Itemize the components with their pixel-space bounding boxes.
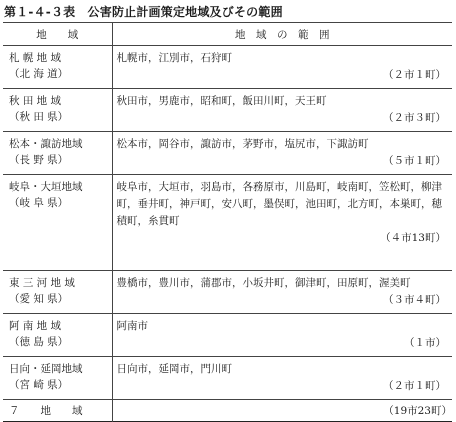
region-prefecture: （北 海 道）	[9, 68, 69, 80]
city-list: 松本市，岡谷市，諏訪市，茅野市，塩尻市，下諏訪町	[116, 138, 369, 150]
table-row	[3, 357, 452, 400]
city-list: 阿南市	[116, 320, 148, 332]
region-prefecture: （愛 知 県）	[9, 293, 69, 305]
pollution-plan-table	[3, 22, 452, 422]
region-name: 札 幌 地 域	[9, 52, 62, 64]
region-prefecture: （宮 崎 県）	[9, 379, 69, 391]
total-row	[3, 400, 452, 422]
table-row	[3, 314, 452, 357]
city-count: （２市１町）	[383, 69, 446, 81]
region-name: 日向・延岡地域	[9, 363, 83, 375]
city-count: （２市１町）	[383, 380, 446, 392]
region-cell	[3, 271, 112, 314]
scope-cell	[112, 271, 452, 314]
region-prefecture: （岐 阜 県）	[9, 197, 69, 209]
total-label-cell	[3, 400, 112, 422]
scope-cell	[112, 46, 452, 89]
header-scope: 地 域 の 範 囲	[112, 23, 452, 46]
region-name: 東 三 河 地 域	[9, 277, 75, 289]
table-row	[3, 271, 452, 314]
scope-cell	[112, 314, 452, 357]
scope-cell	[112, 175, 452, 271]
city-count: （３市４町）	[383, 294, 446, 306]
scope-cell	[112, 132, 452, 175]
city-list: 豊橋市，豊川市，蒲郡市，小坂井町，御津町，田原町，渥美町	[116, 277, 411, 289]
city-list: 岐阜市，大垣市，羽島市，各務原市，川島町，岐南町，笠松町，柳津町，垂井町，神戸町，安八町，墨俣町，池田町，北方町，本巣町，穂積町，糸貫町	[116, 181, 442, 227]
region-prefecture: （徳 島 県）	[9, 336, 69, 348]
header-region: 地 域	[3, 23, 112, 46]
city-list: 秋田市，男鹿市，昭和町，飯田川町，天王町	[116, 95, 327, 107]
city-list: 日向市，延岡市，門川町	[116, 363, 232, 375]
region-name: 松本・諏訪地域	[9, 138, 83, 150]
city-count: （５市１町）	[383, 155, 446, 167]
region-cell	[3, 357, 112, 400]
scope-cell	[112, 357, 452, 400]
table-row	[3, 175, 452, 271]
region-prefecture: （秋 田 県）	[9, 111, 69, 123]
city-list: 札幌市，江別市，石狩町	[116, 52, 232, 64]
table-title: 第１-４-３表 公害防止計画策定地域及びその範囲	[4, 5, 283, 19]
region-cell	[3, 46, 112, 89]
scope-cell	[112, 89, 452, 132]
region-name: 岐阜・大垣地域	[9, 181, 83, 193]
region-prefecture: （長 野 県）	[9, 154, 69, 166]
region-name: 阿 南 地 域	[9, 320, 62, 332]
city-count: （４市13町）	[380, 232, 446, 244]
table-row	[3, 132, 452, 175]
city-count: （２市３町）	[383, 112, 446, 124]
region-cell	[3, 132, 112, 175]
city-count: （１市）	[404, 337, 446, 349]
table-row	[3, 46, 452, 89]
total-count: （19市23町）	[112, 400, 452, 422]
total-label: ７ 地 域	[9, 405, 83, 417]
region-name: 秋 田 地 域	[9, 95, 62, 107]
region-cell	[3, 314, 112, 357]
table-row	[3, 89, 452, 132]
region-cell	[3, 175, 112, 271]
region-cell	[3, 89, 112, 132]
header-row	[3, 23, 452, 46]
